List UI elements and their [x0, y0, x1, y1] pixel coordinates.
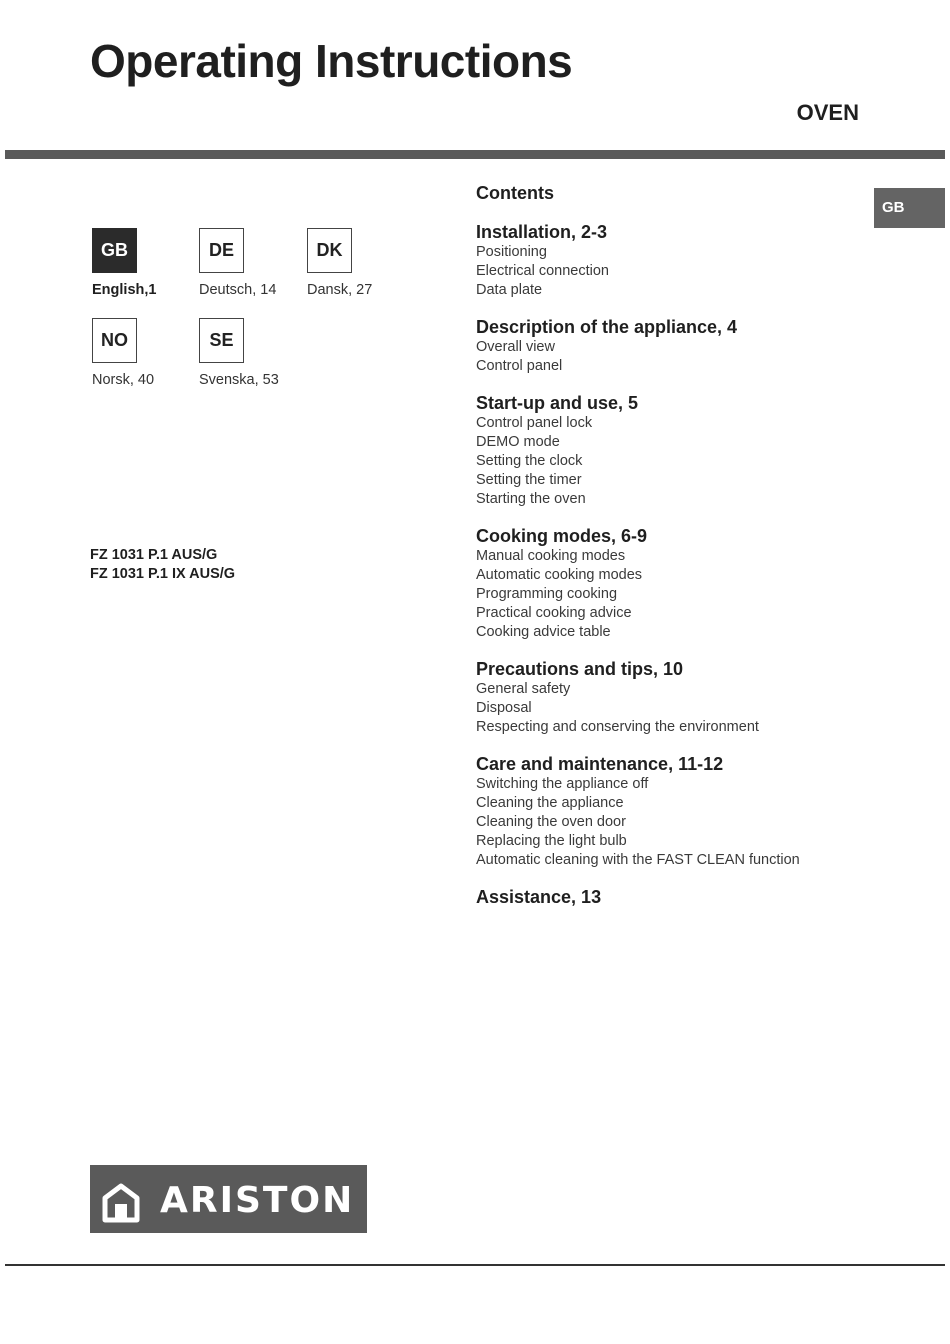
toc-item[interactable]: Cooking advice table [476, 624, 611, 640]
toc-item[interactable]: Automatic cooking modes [476, 567, 643, 583]
language-code-box[interactable]: DK [307, 228, 352, 273]
model-numbers [90, 546, 235, 584]
toc-section-cooking-modes [476, 525, 876, 642]
toc-section-title[interactable]: Description of the appliance, 4 [476, 317, 738, 337]
toc-section-title[interactable]: Precautions and tips, 10 [476, 659, 684, 679]
toc-item[interactable]: Replacing the light bulb [476, 833, 627, 849]
language-label: Dansk, 27 [307, 282, 373, 298]
brand-logo [90, 1165, 367, 1233]
page-title: Operating Instructions [90, 35, 573, 87]
toc-section-assistance [476, 886, 876, 908]
model-number: FZ 1031 P.1 AUS/G [90, 547, 218, 563]
language-entry-de[interactable] [199, 228, 276, 298]
toc-section-title[interactable]: Assistance, 13 [476, 887, 602, 907]
toc-section-title[interactable]: Start-up and use, 5 [476, 393, 639, 413]
table-of-contents [476, 221, 876, 924]
toc-item[interactable]: Data plate [476, 282, 543, 298]
model-number: FZ 1031 P.1 IX AUS/G [90, 566, 236, 582]
language-code-box[interactable]: GB [92, 228, 137, 273]
toc-item[interactable]: Starting the oven [476, 491, 586, 507]
toc-section-installation [476, 221, 876, 300]
toc-section-description [476, 316, 876, 376]
toc-item[interactable]: Electrical connection [476, 263, 609, 279]
toc-item[interactable]: Control panel [476, 358, 563, 374]
toc-section-title[interactable]: Care and maintenance, 11-12 [476, 754, 724, 774]
toc-item[interactable]: Switching the appliance off [476, 776, 649, 792]
language-label: Deutsch, 14 [199, 282, 277, 298]
toc-item[interactable]: Setting the clock [476, 453, 583, 469]
language-code-box[interactable]: DE [199, 228, 244, 273]
toc-section-precautions [476, 658, 876, 737]
toc-item[interactable]: Automatic cleaning with the FAST CLEAN function [476, 852, 800, 868]
toc-item[interactable]: Cleaning the oven door [476, 814, 626, 830]
product-type: OVEN [796, 100, 859, 125]
toc-section-title[interactable]: Installation, 2-3 [476, 222, 608, 242]
language-entry-gb[interactable] [92, 228, 156, 298]
language-label: English,1 [92, 282, 157, 298]
language-entry-se[interactable] [199, 318, 279, 388]
toc-section-care [476, 753, 876, 870]
footer-divider [5, 1264, 945, 1266]
toc-section-startup [476, 392, 876, 509]
toc-item[interactable]: Positioning [476, 244, 547, 260]
toc-item[interactable]: Disposal [476, 700, 532, 716]
toc-item[interactable]: Practical cooking advice [476, 605, 632, 621]
toc-item[interactable]: General safety [476, 681, 571, 697]
language-side-tab: GB [874, 188, 945, 228]
language-label: Norsk, 40 [92, 372, 155, 388]
language-code-box[interactable]: SE [199, 318, 244, 363]
toc-item[interactable]: Programming cooking [476, 586, 618, 602]
language-entry-dk[interactable] [307, 228, 372, 298]
language-code-box[interactable]: NO [92, 318, 137, 363]
toc-item[interactable]: DEMO mode [476, 434, 560, 450]
toc-item[interactable]: Cleaning the appliance [476, 795, 624, 811]
toc-item[interactable]: Respecting and conserving the environment [476, 719, 759, 735]
toc-section-title[interactable]: Cooking modes, 6-9 [476, 526, 648, 546]
header-divider [5, 150, 945, 159]
toc-item[interactable]: Overall view [476, 339, 555, 355]
contents-heading: Contents [476, 183, 554, 203]
toc-item[interactable]: Control panel lock [476, 415, 593, 431]
brand-name: ARISTON [160, 1180, 355, 1221]
language-entry-no[interactable] [92, 318, 154, 388]
house-icon [101, 1183, 141, 1223]
language-label: Svenska, 53 [199, 372, 279, 388]
toc-item[interactable]: Setting the timer [476, 472, 582, 488]
toc-item[interactable]: Manual cooking modes [476, 548, 626, 564]
